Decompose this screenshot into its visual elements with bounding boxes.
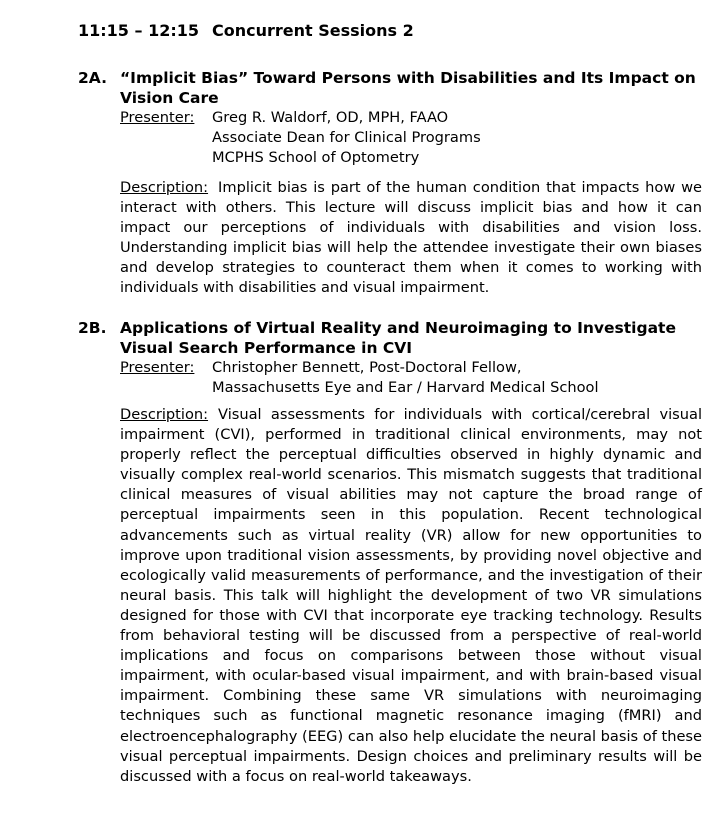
item-code: 2B.: [78, 319, 107, 337]
presenter-details: [212, 108, 702, 168]
description-text: Implicit bias is part of the human condition that impacts how we interact with others. This lecture will discuss implicit bias and how it can impact our perceptions of individuals with disabilities and vision loss. Understanding implicit bias will help the attendee investigate their own biases and develop strategies to counteract them when it comes to working with individuals with disabilities and visual impairment.: [120, 179, 702, 297]
description-paragraph: [120, 178, 702, 299]
description-label: Description:: [120, 406, 209, 423]
presenter-label: Presenter:: [120, 359, 195, 376]
description-paragraph: [120, 405, 702, 787]
presenter-name: Greg R. Waldorf, OD, MPH, FAAO: [212, 109, 449, 126]
presenter-role: Associate Dean for Clinical Programs: [212, 129, 481, 146]
presenter-label: Presenter:: [120, 109, 195, 126]
item-code: 2A.: [78, 69, 107, 87]
item-body: [120, 68, 702, 299]
presenter-name: Christopher Bennett, Post-Doctoral Fellow,: [212, 359, 522, 376]
description-text: Visual assessments for individuals with cortical/cerebral visual impairment (CVI), performed in traditional clinical environments, may not properly reflect the perceptual difficulties observed in highly dynamic and visually complex real-world scenarios. This mismatch suggests that traditional clinical measures of visual abilities may not capture the broad range of perceptual impairments seen in this population. Recent technological advancements such as virtual reality (VR) allow for new opportunities to improve upon traditional vision assessments, by providing novel objective and ecologically valid measurements of performance, and the investigation of their neural basis. This talk will highlight the development of two VR simulations designed for those with CVI that incorporate eye tracking technology. Results from behavioral testing will be discussed from a perspective of real-world implications and focus on comparisons between those without visual impairment, with ocular-based visual impairment, and with brain-based visual impairment. Combining these same VR simulations with neuroimaging techniques such as functional magnetic resonance imaging (fMRI) and electroencephalography (EEG) can also help elucidate the neural basis of these visual perceptual impairments. Design choices and preliminary results will be discussed with a focus on real-world takeaways.: [120, 406, 702, 785]
description-label: Description:: [120, 179, 209, 196]
session-title: Concurrent Sessions 2: [212, 21, 414, 40]
item-title: Applications of Virtual Reality and Neuroimaging to Investigate Visual Search Performance in CVI: [120, 319, 676, 357]
session-time: 11:15 – 12:15: [78, 21, 199, 40]
session-heading: [78, 20, 414, 42]
presenter-block: [120, 358, 702, 398]
presenter-affiliation: Massachusetts Eye and Ear / Harvard Medical School: [212, 379, 599, 396]
item-title: “Implicit Bias” Toward Persons with Disabilities and Its Impact on Vision Care: [120, 69, 696, 107]
presenter-details: [212, 358, 702, 398]
presenter-affiliation: MCPHS School of Optometry: [212, 149, 420, 166]
item-body: [120, 318, 702, 787]
presenter-block: [120, 108, 702, 168]
